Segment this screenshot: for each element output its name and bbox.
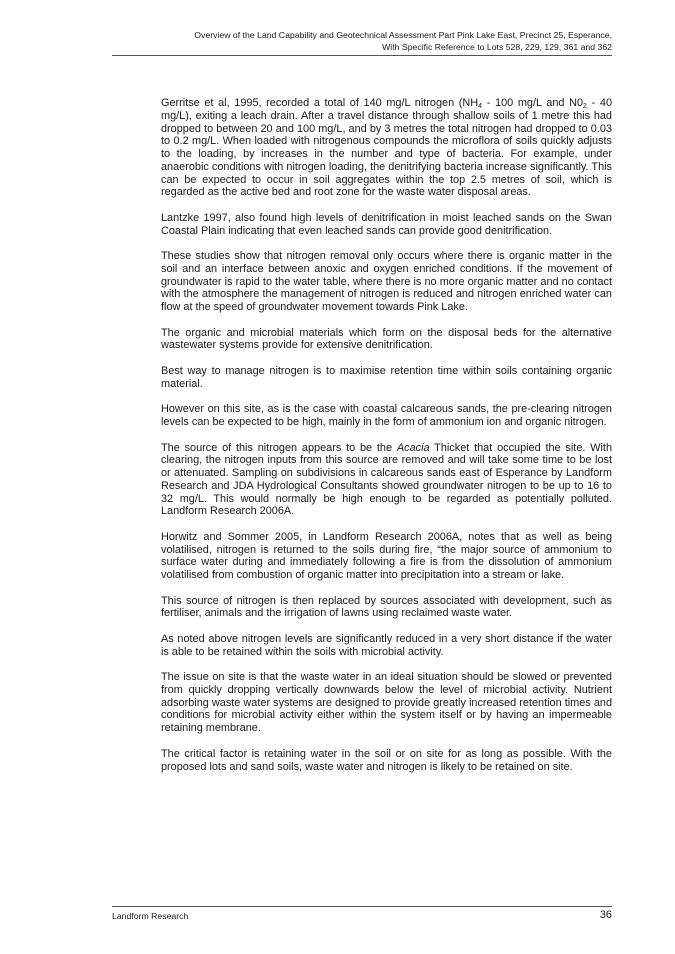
paragraph-9: This source of nitrogen is then replaced by sources associated with development, such as fertiliser, animals and the irrigation of lawns using reclaimed waste water.	[161, 594, 612, 620]
paragraph-3: These studies show that nitrogen removal only occurs where there is organic matter in the soil and an interface between anoxic and oxygen enriched conditions. If the movement of groundwater is rapid to the water table, where there is no more organic matter and no contact with the atmosphere the management of nitrogen is reduced and nitrogen enriched water can flow at the speed of groundwater movement towards Pink Lake.	[161, 250, 612, 314]
header-divider	[112, 55, 612, 56]
paragraph-4: The organic and microbial materials which form on the disposal beds for the alternative wastewater systems provide for extensive denitrification.	[161, 326, 612, 352]
paragraph-8: Horwitz and Sommer 2005, in Landform Research 2006A, notes that as well as being volatilised, nitrogen is returned to the soils during fire, “the major source of ammonium to surface water during and immediately following a fire is from the dissolution of ammonium volatilised from combustion of organic matter into precipitation into a stream or lake.	[161, 530, 612, 582]
header-line-2: With Specific Reference to Lots 528, 229, 129, 361 and 362	[382, 41, 612, 52]
paragraph-1: Gerritse et al, 1995, recorded a total of 140 mg/L nitrogen ($NH_4 - 100$ mg/L and $N0_2 - 40$ mg/L), exiting a leach drain. After a travel distance through shallow soils of 1 metre this had dropped to between 20 and 100 mg/L, and by 3 metres the total nitrogen had dropped to 0.03 to 0.2 mg/L. When loaded with nitrogenous compounds the microflora of soils quickly adjusts to the loading, by increases in the number and type of bacteria. For example, under anaerobic conditions with nitrogen loading, the denitrifying bacteria increase significantly. This can be expected to occur in soil aggregates within the top 2.5 metres of soil, which is regarded as the active bed and root zone for the waste water disposal areas.	[161, 97, 613, 199]
paragraph-6: However on this site, as is the case with coastal calcareous sands, the pre-clearing nitrogen levels can be expected to be high, mainly in the form of ammonium ion and organic nitrogen.	[161, 403, 612, 428]
subscript: 4	[478, 103, 483, 110]
page-number: 36	[599, 909, 612, 921]
paragraph-10: As noted above nitrogen levels are significantly reduced in a very short distance if the water is able to be retained within the soils with microbial activity.	[161, 632, 612, 658]
running-header	[160, 30, 612, 53]
paragraph-7: The source of this nitrogen appears to be the Acacia Thicket that occupied the site. With clearing, the nitrogen inputs from this source are removed and will take some time to be lost or attenuated. Sampling on subdivisions in calcareous sands east of Esperance by Landform Research and JDA Hydrological Consultants showed groundwater nitrogen to be up to 16 to 32 mg/L. This would normally be high enough to be regarded as potentially polluted. Landform Research 2006A.	[161, 441, 613, 518]
paragraph-5: Best way to manage nitrogen is to maximise retention time within soils containing organic material.	[161, 364, 612, 390]
italic-term: Acacia	[396, 441, 430, 454]
footer-publisher: Landform Research	[112, 911, 189, 921]
paragraph-2: Lantzke 1997, also found high levels of denitrification in moist leached sands on the Swan Coastal Plain indicating that even leached sands can provide good denitrification.	[161, 211, 612, 237]
page-body	[161, 97, 612, 786]
paragraph-11: The issue on site is that the waste water in an ideal situation should be slowed or prevented from quickly dropping vertically downwards below the level of microbial activity. Nutrient adsorbing waste water systems are designed to provide greatly increased retention times and conditions for microbial activity either within the system itself or by having an impermeable retaining membrane.	[161, 671, 612, 735]
footer-divider	[112, 906, 612, 907]
subscript: 2	[583, 103, 587, 110]
paragraph-12: The critical factor is retaining water in the soil or on site for as long as possible. With the proposed lots and sand soils, waste water and nitrogen is likely to be retained on site.	[161, 747, 612, 773]
header-line-1: Overview of the Land Capability and Geotechnical Assessment Part Pink Lake East, Precinct 25, Esperance,	[194, 30, 612, 40]
